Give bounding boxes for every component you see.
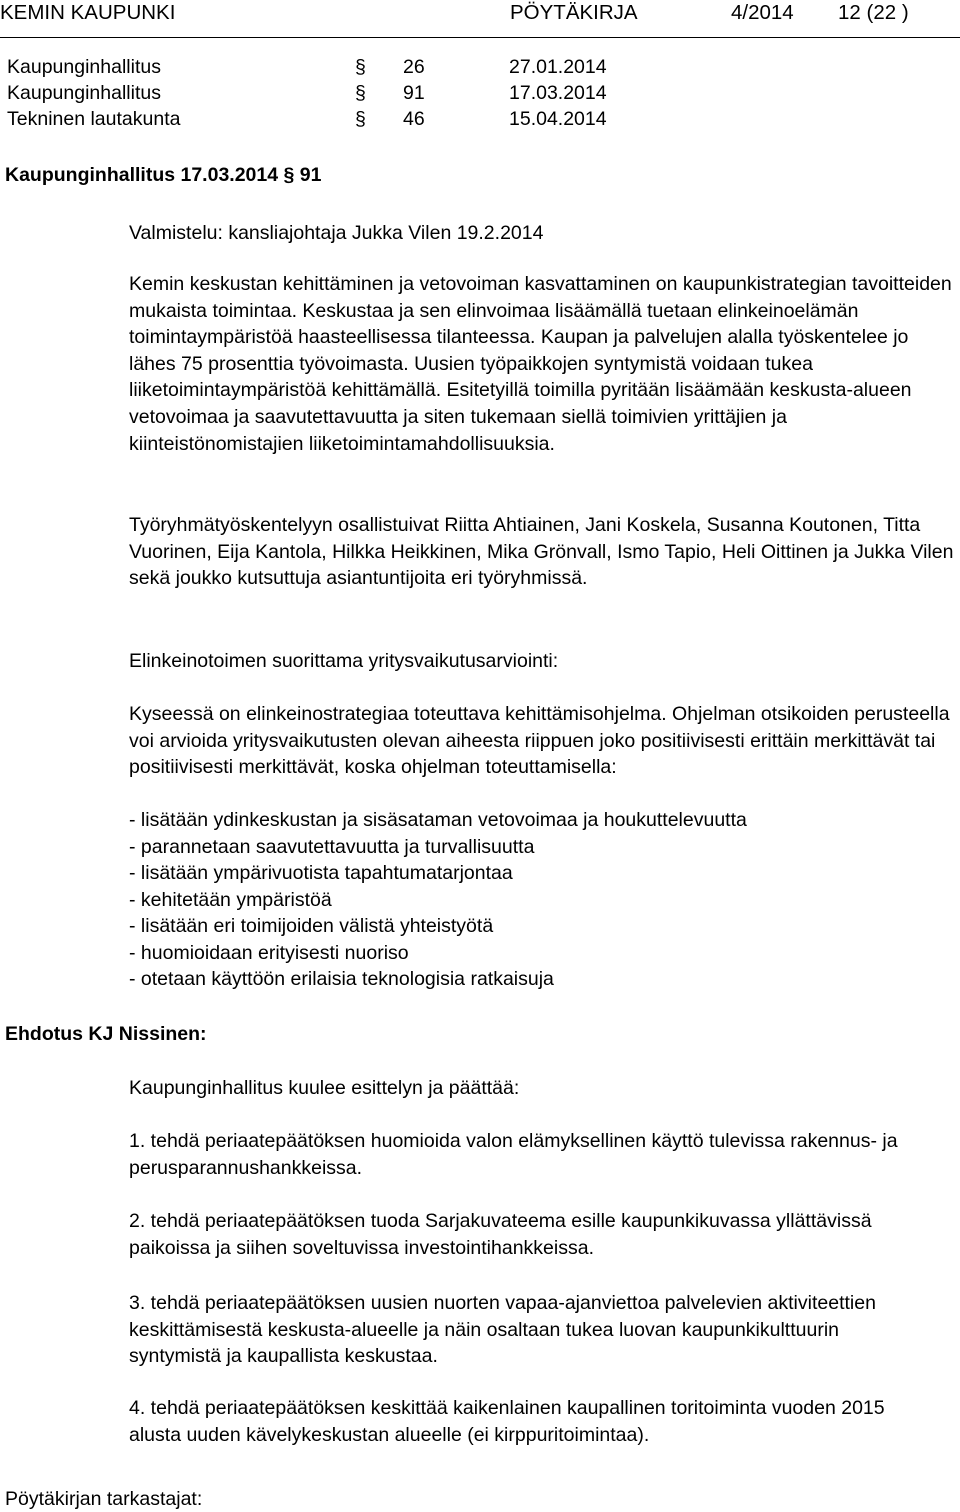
proposal-label: Ehdotus KJ Nissinen: [5, 1023, 207, 1045]
history-date: 15.04.2014 [509, 108, 607, 130]
doc-number: 4/2014 [731, 1, 794, 24]
list-item: - lisätään eri toimijoiden välistä yhteistyötä [129, 915, 494, 937]
proposal-lead: Kaupunginhallitus kuulee esittelyn ja päättää: [129, 1077, 520, 1099]
list-item: - parannetaan saavutettavuutta ja turvallisuutta [129, 835, 535, 858]
doc-type: PÖYTÄKIRJA [510, 1, 638, 24]
section-sign: § [355, 108, 366, 130]
intro-paragraph: Kemin keskustan kehittäminen ja vetovoiman kasvattaminen on kaupunkistrategian tavoitteiden mukaista toimintaa. Keskustaa ja sen elinvoimaa lisäämällä tuetaan elinkeinoelämän toimintaympäristöä haasteellisessa tilanteessa. Kaupan ja palvelujen alalla työskentelee jo lähes 75 prosenttia työvoimasta. Uusien työpaikkojen syntymistä voidaan tukea liiketoimintaympäristöä kehittämällä. Esitetyillä toimilla pyritään lisäämään keskusta-alueen vetovoimaa ja saavutettavuutta ja siten tukemaan siellä toimivien yrittäjien ja kiinteistönomistajien liiketoimintamahdollisuuksia. [129, 273, 952, 455]
history-section-number: 91 [403, 82, 425, 104]
list-item: - kehitetään ympäristöä [129, 888, 332, 911]
history-body: Kaupunginhallitus [7, 56, 161, 78]
history-date: 17.03.2014 [509, 82, 607, 104]
preparation-line: Valmistelu: kansliajohtaja Jukka Vilen 19.2.2014 [129, 222, 544, 244]
org-name: KEMIN KAUPUNKI [0, 1, 176, 24]
history-body: Kaupunginhallitus [7, 82, 161, 104]
meeting-heading: Kaupunginhallitus 17.03.2014 § 91 [5, 164, 322, 186]
history-body: Tekninen lautakunta [7, 108, 181, 130]
list-item: - lisätään ympärivuotista tapahtumatarjontaa [129, 862, 513, 884]
workgroup-paragraph: Työryhmätyöskentelyyn osallistuivat Riitta Ahtiainen, Jani Koskela, Susanna Koutonen, Titta Vuorinen, Eija Kantola, Hilkka Heikkinen, Mika Grönvall, Ismo Tapio, Heli Oittinen ja Jukka Vilen sekä joukko kutsuttuja asiantuntijoita eri työryhmissä. [129, 514, 954, 590]
impact-title: Elinkeinotoimen suorittama yritysvaikutusarviointi: [129, 650, 559, 672]
proposal-item: 2. tehdä periaatepäätöksen tuoda Sarjakuvateema esille kaupunkikuvassa yllättävissä paikoissa ja siihen soveltuvissa investointihankkeissa. [129, 1210, 872, 1259]
history-date: 27.01.2014 [509, 56, 607, 78]
impact-paragraph: Kyseessä on elinkeinostrategiaa toteuttava kehittämisohjelma. Ohjelman otsikoiden perusteella voi arvioida yritysvaikutusten olevan aiheesta riippuen joko positiivisesti erittäin merkittävät tai positiivisesti merkittävät, koska ohjelman toteuttamisella: [129, 703, 950, 779]
page-number: 12 (22 ) [838, 1, 909, 24]
history-section-number: 26 [403, 56, 425, 78]
proposal-item: 4. tehdä periaatepäätöksen keskittää kaikenlainen kaupallinen toritoiminta vuoden 2015 alusta uuden kävelykeskustan alueelle (ei kirppuritoimintaa). [129, 1397, 885, 1446]
history-section-number: 46 [403, 108, 425, 130]
list-item: - lisätään ydinkeskustan ja sisäsataman vetovoimaa ja houkuttelevuutta [129, 809, 747, 831]
proposal-item: 1. tehdä periaatepäätöksen huomioida valon elämyksellinen käyttö tulevissa rakennus- ja perusparannushankkeissa. [129, 1130, 898, 1179]
footer-label: Pöytäkirjan tarkastajat: [5, 1488, 203, 1510]
list-item: - huomioidaan erityisesti nuoriso [129, 941, 409, 964]
header-rule [0, 37, 960, 38]
list-item: - otetaan käyttöön erilaisia teknologisia ratkaisuja [129, 968, 554, 990]
section-sign: § [355, 56, 366, 78]
proposal-item: 3. tehdä periaatepäätöksen uusien nuorten vapaa-ajanviettoa palvelevien aktiviteettien keskittämisestä keskusta-alueelle ja näin osaltaan tukea luovan kaupunkikulttuurin syntymistä ja kaupallista keskustaa. [129, 1292, 876, 1368]
section-sign: § [355, 82, 366, 104]
